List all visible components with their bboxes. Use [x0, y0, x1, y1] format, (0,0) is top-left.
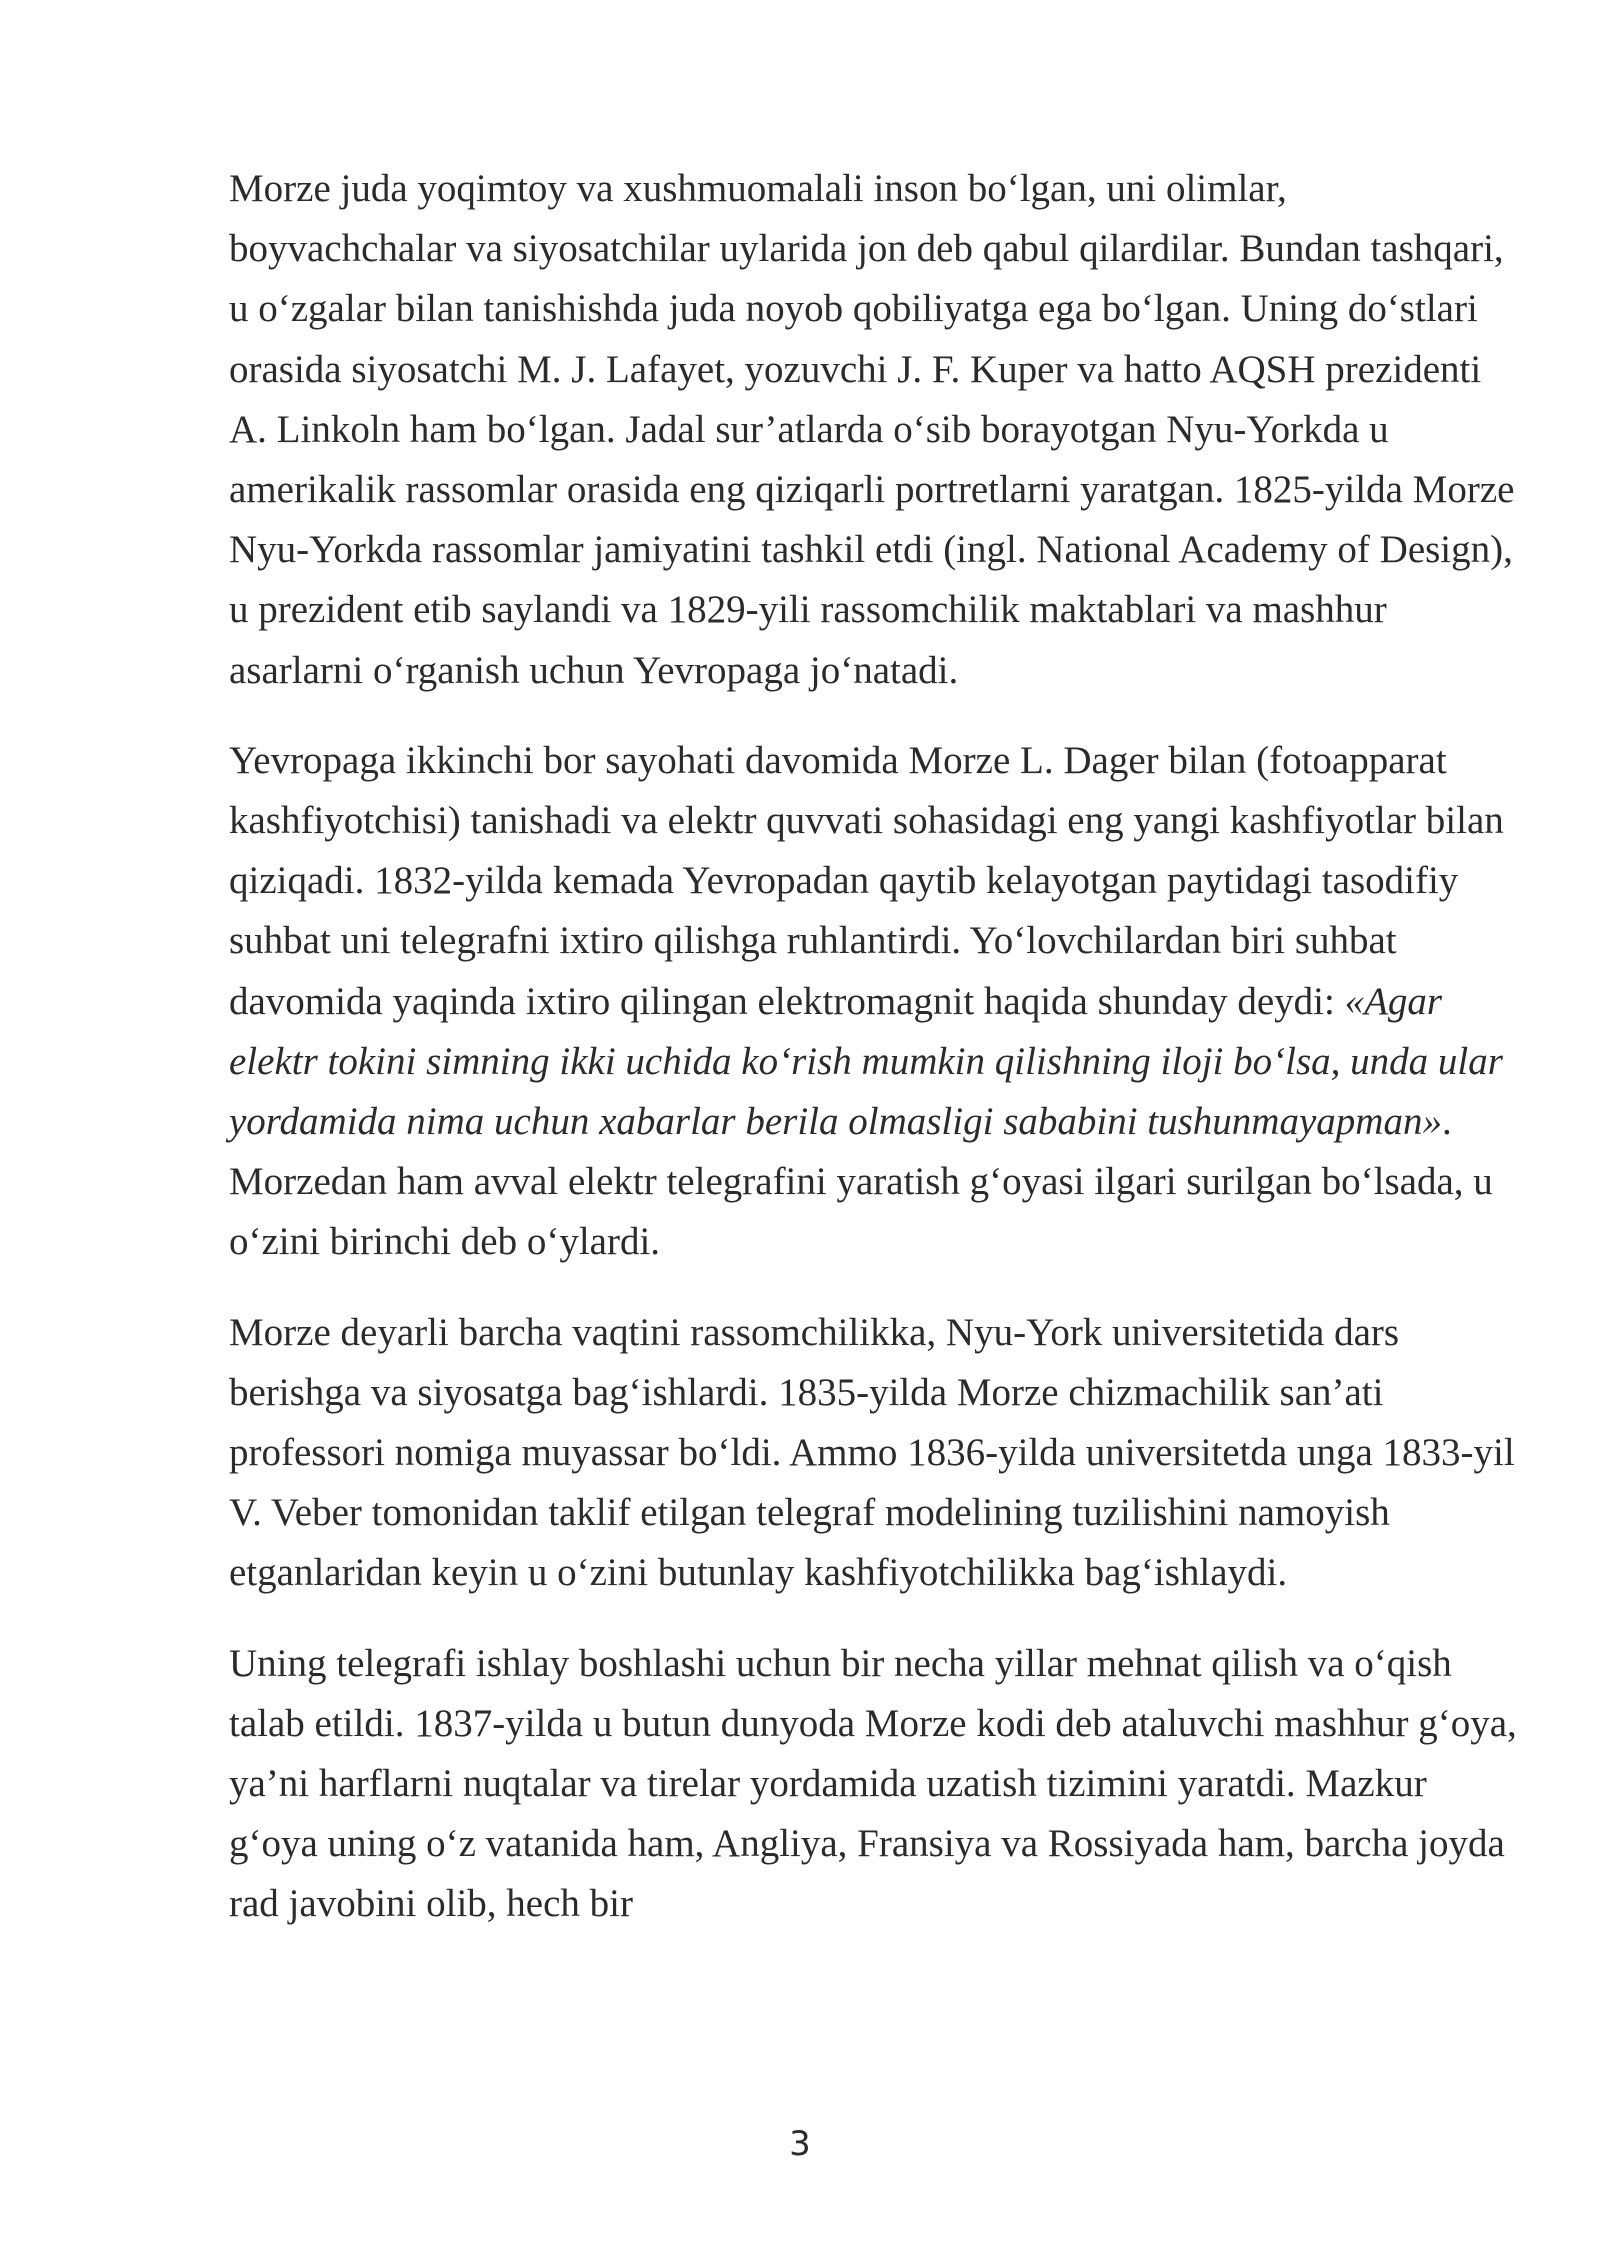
paragraph-1: Morze juda yoqimtoy va xushmuomalali inson boʻlgan, uni olimlar, boyvachchalar va siyosatchilar uylarida jon deb qabul qilardilar. Bundan tashqari, u oʻzgalar bilan tanishishda juda noyob qobiliyatga ega boʻlgan. Uning doʻstlari orasida siyosatchi M. J. Lafayet, yozuvchi J. F. Kuper va hatto AQSH prezidenti A. Linkoln ham boʻlgan. Jadal sur’atlarda oʻsib borayotgan Nyu-Yorkda u amerikalik rassomlar orasida eng qiziqarli portretlarni yaratgan. 1825-yilda Morze Nyu-Yorkda rassomlar jamiyatini tashkil etdi (ingl. National Academy of Design), u prezident etib saylandi va 1829-yili rassomchilik maktablari va mashhur asarlarni oʻrganish uchun Yevropaga joʻnatadi. [229, 167, 1515, 692]
paragraph-2-text-after: . Morzedan ham avval elektr telegrafini yaratish gʻoyasi ilgari surilgan boʻlsada, u oʻzini birinchi deb oʻylardi. [229, 1100, 1493, 1264]
page-number: 3 [789, 2124, 811, 2164]
paragraph-2-quote: «Agar elektr tokini simning ikki uchida koʻrish mumkin qilishning iloji boʻlsa, unda ular yordamida nima uchun xabarlar berila olmasligi sababini tushunmayapman» [229, 979, 1503, 1144]
paragraph-4: Uning telegrafi ishlay boshlashi uchun bir necha yillar mehnat qilish va oʻqish talab etildi. 1837-yilda u butun dunyoda Morze kodi deb ataluvchi mashhur gʻoya, ya’ni harflarni nuqtalar va tirelar yordamida uzatish tizimini yaratdi. Mazkur gʻoya uning oʻz vatanida ham, Angliya, Fransiya va Rossiyada ham, barcha joyda rad javobini olib, hech bir [229, 1641, 1517, 1926]
paragraph-3: Morze deyarli barcha vaqtini rassomchilikka, Nyu-York universitetida dars berishga va siyosatga bagʻishlardi. 1835-yilda Morze chizmachilik san’ati professori nomiga muyassar boʻldi. Ammo 1836-yilda universitetda unga 1833-yil V. Veber tomonidan taklif etilgan telegraf modelining tuzilishini namoyish etganlaridan keyin u oʻzini butunlay kashfiyotchilikka bagʻishlaydi. [229, 1310, 1515, 1595]
paragraph-2 [229, 731, 1519, 1273]
page-body [229, 159, 1519, 1965]
paragraph-2-text-before: Yevropaga ikkinchi bor sayohati davomida Morze L. Dager bilan (fotoapparat kashfiyotchisi) tanishadi va elektr quvvati sohasidagi eng yangi kashfiyotlar bilan qiziqadi. 1832-yilda kemada Yevropadan qaytib kelayotgan paytidagi tasodifiy suhbat uni telegrafni ixtiro qilishga ruhlantirdi. Yoʻlovchilardan biri suhbat davomida yaqinda ixtiro qilingan elektromagnit haqida shunday deydi: [229, 738, 1504, 1023]
